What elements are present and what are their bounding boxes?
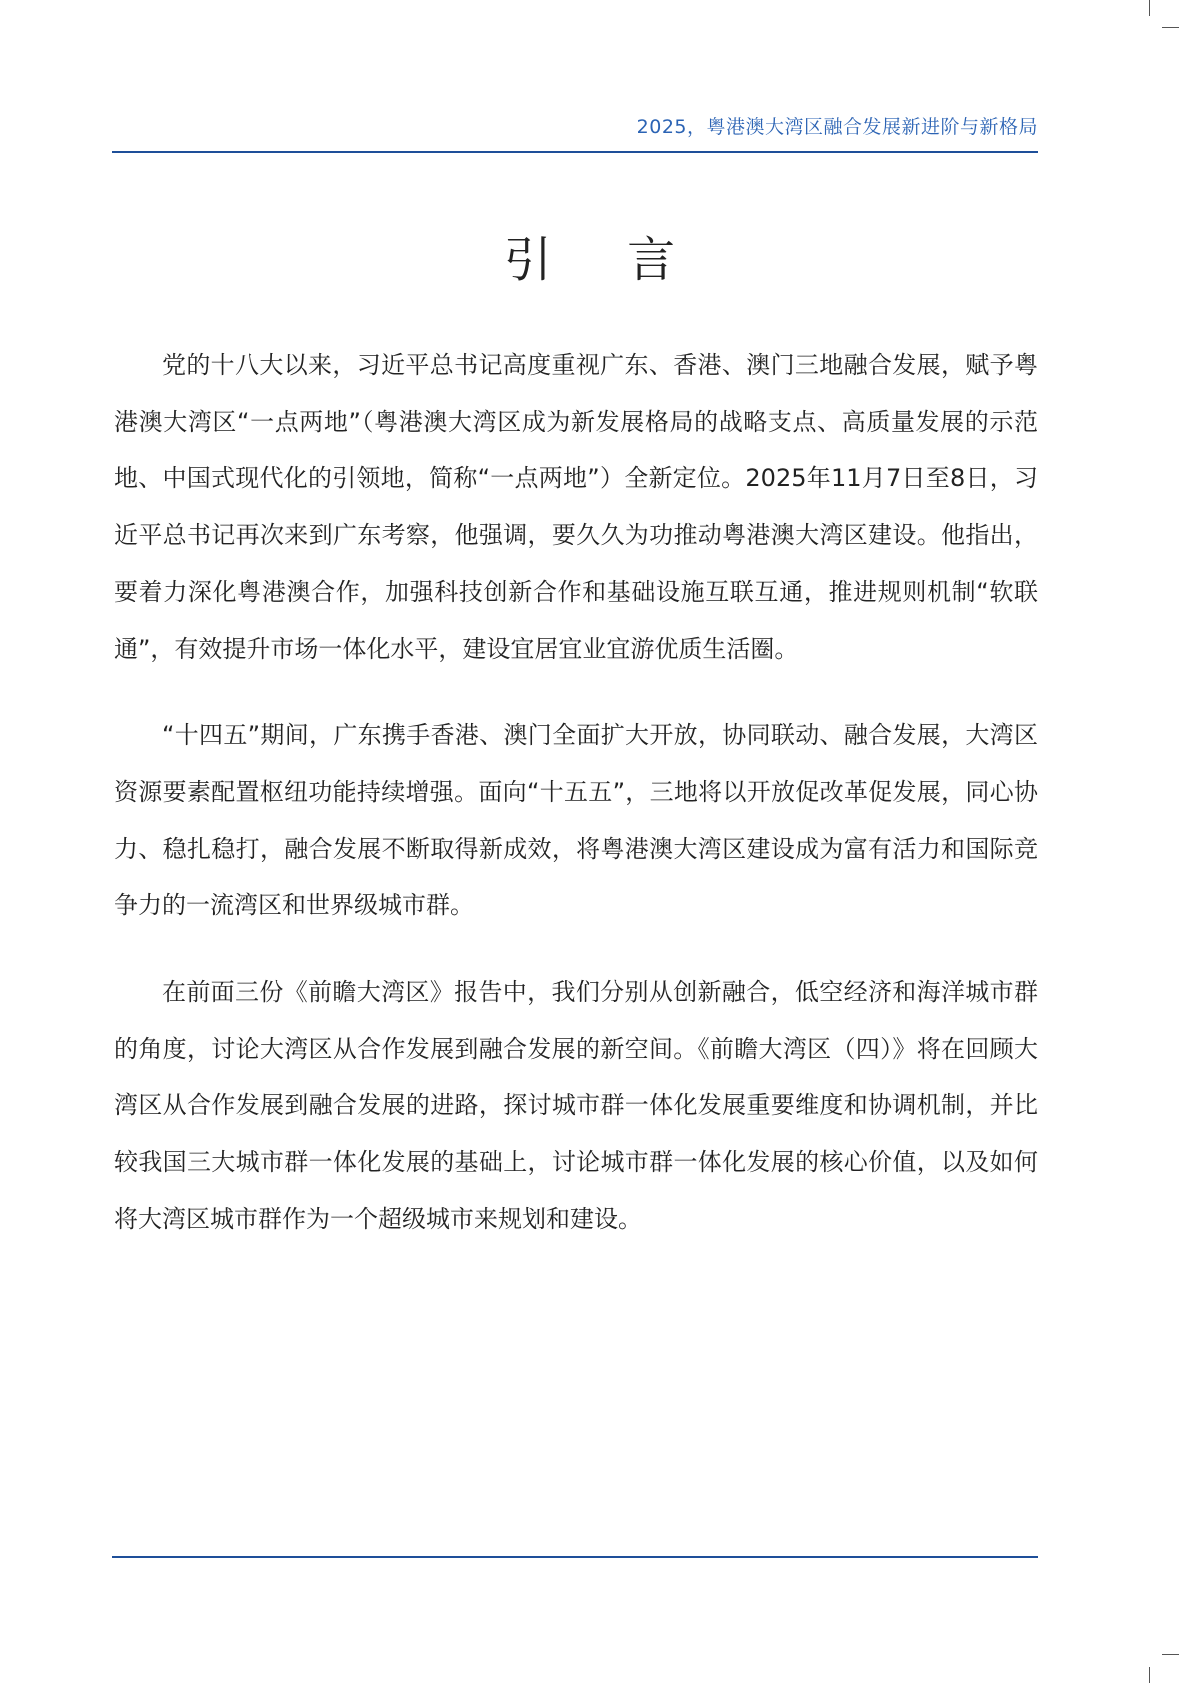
crop-mark-top-right-vertical — [1149, 0, 1150, 16]
paragraph-1: 党的十八大以来，习近平总书记高度重视广东、香港、澳门三地融合发展，赋予粤港澳大湾区“一点两地”（粤港澳大湾区成为新发展格局的战略支点、高质量发展的示范地、中国式现代化的引领地，简称“一点两地”）全新定位。2025年11月7日至8日，习近平总书记再次来到广东考察，他强调，要久久为功推动粤港澳大湾区建设。他指出，要着力深化粤港澳合作，加强科技创新合作和基础设施互联互通，推进规则机制“软联通”，有效提升市场一体化水平，建设宜居宜业宜游优质生活圈。 — [114, 351, 1038, 663]
header-rule — [112, 151, 1038, 153]
crop-mark-bottom-right-vertical — [1149, 1667, 1150, 1683]
body-text — [114, 337, 1038, 1278]
crop-mark-top-right-horizontal — [1162, 27, 1179, 28]
running-header-title: 2025，粤港澳大湾区融合发展新进阶与新格局 — [636, 116, 1038, 138]
paragraph-2: “十四五”期间，广东携手香港、澳门全面扩大开放，协同联动、融合发展，大湾区资源要素配置枢纽功能持续增强。面向“十五五”，三地将以开放促改革促发展，同心协力、稳扎稳打，融合发展不断取得新成效，将粤港澳大湾区建设成为富有活力和国际竞争力的一流湾区和世界级城市群。 — [114, 721, 1038, 920]
footer-rule — [112, 1556, 1038, 1558]
crop-mark-bottom-right-horizontal — [1162, 1654, 1179, 1655]
paragraph-3: 在前面三份《前瞻大湾区》报告中，我们分别从创新融合，低空经济和海洋城市群的角度，讨论大湾区从合作发展到融合发展的新空间。《前瞻大湾区（四）》将在回顾大湾区从合作发展到融合发展的进路，探讨城市群一体化发展重要维度和协调机制，并比较我国三大城市群一体化发展的基础上，讨论城市群一体化发展的核心价值，以及如何将大湾区城市群作为一个超级城市来规划和建设。 — [114, 978, 1038, 1233]
page-title: 引 言 — [503, 232, 706, 288]
